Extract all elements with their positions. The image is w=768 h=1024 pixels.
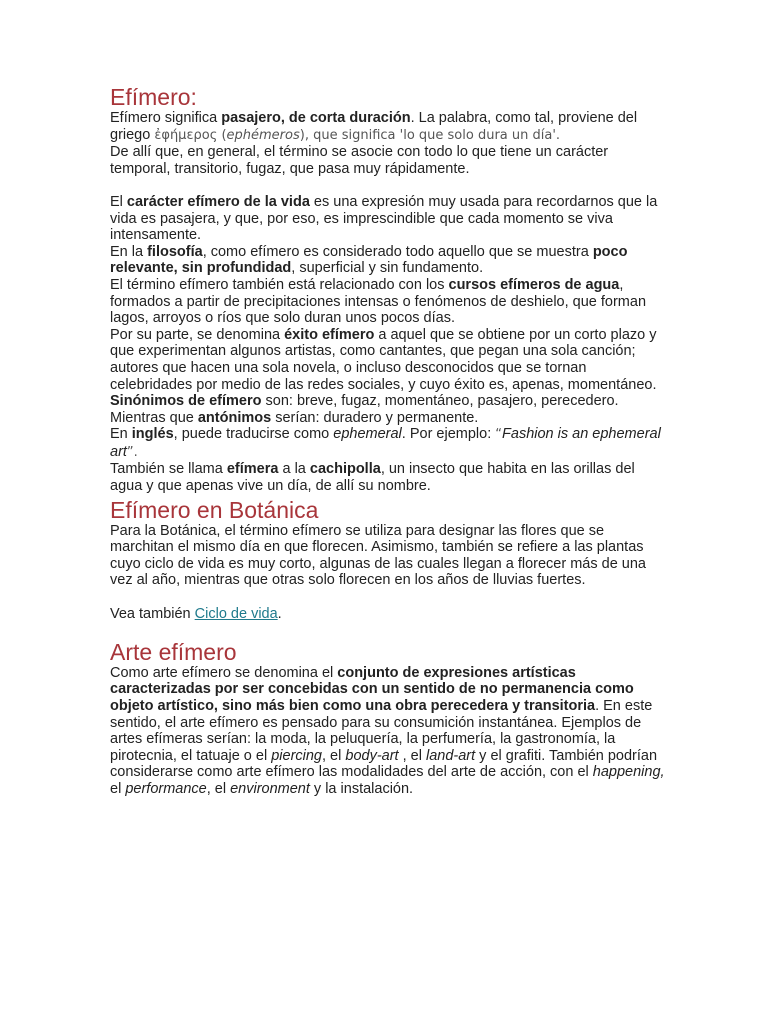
paragraph-vida: El carácter efímero de la vida es una expresión muy usada para recordarnos que la vida es pasajera, y que, por eso, es imprescindible que cada momento se viva intensamente.: [110, 193, 658, 244]
paragraph-see-also: Vea también Ciclo de vida.: [110, 605, 282, 622]
heading-arte-efimero: Arte efímero: [110, 638, 237, 665]
paragraph-arte-efimero: Como arte efímero se denomina el conjunto de expresiones artísticas caracterizadas por ser concebidas con un sentido de no permanencia como objeto artístico, sino más bien como una obra perecedera y transitoria. En este sentido, el arte efímero es pensado para su consumición instantánea. Ejemplos de artes efímeras serían: la moda, la peluquería, la perfumería, la gastronomía, la pirotecnia, el tatuaje o el piercing, el body-art , el land-art y el grafiti. También podrían considerarse como arte efímero las modalidades del arte de acción, con el happening, el performance, el environment y la instalación.: [110, 664, 665, 797]
paragraph-definition: Efímero significa pasajero, de corta duración. La palabra, como tal, proviene del griego ἐφήμερος (ephémeros), que significa 'lo que solo dura un día'. De allí que, en general, el término se asocie con todo lo que tiene un carácter temporal, transitorio, fugaz, que pasa muy rápidamente.: [110, 110, 638, 177]
paragraph-cachipolla: También se llama efímera a la cachipolla, un insecto que habita en las orillas del agua y que apenas vive un día, de allí su nombre.: [110, 461, 635, 495]
paragraph-botanica: Para la Botánica, el término efímero se utiliza para designar las flores que se marchitan el mismo día en que florecen. Asimismo, también se refiere a las plantas cuyo ciclo de vida es muy corto, algunas de las cuales llegan a florecer más de una vez al año, mientras que otras solo florecen en los años de lluvias fuertes.: [110, 522, 646, 589]
paragraph-ingles: En inglés, puede traducirse como ephemeral. Por ejemplo: “Fashion is an ephemeral art”.: [110, 426, 661, 460]
paragraph-sinonimos: Sinónimos de efímero son: breve, fugaz, momentáneo, pasajero, perecedero. Mientras que antónimos serían: duradero y permanente.: [110, 393, 619, 426]
paragraph-exito-efimero: Por su parte, se denomina éxito efímero a aquel que se obtiene por un corto plazo y que experimentan algunos artistas, como cantantes, que pegan una sola canción; autores que hacen una sola novela, o incluso desconocidos que se tornan celebridades por medio de las redes sociales, y cuyo éxito es, apenas, momentáneo.: [110, 326, 657, 393]
paragraph-cursos-agua: El término efímero también está relacionado con los cursos efímeros de agua, formados a partir de precipitaciones intensas o fenómenos de deshielo, que forman lagos, arroyos o ríos que solo duran unos pocos días.: [110, 276, 647, 327]
ciclo-de-vida-link[interactable]: Ciclo de vida: [194, 605, 278, 622]
heading-botanica: Efímero en Botánica: [110, 496, 319, 523]
paragraph-filosofia: En la filosofía, como efímero es considerado todo aquello que se muestra poco relevante, sin profundidad, superficial y sin fundamento.: [110, 243, 628, 277]
heading-efimero: Efímero:: [110, 84, 197, 110]
